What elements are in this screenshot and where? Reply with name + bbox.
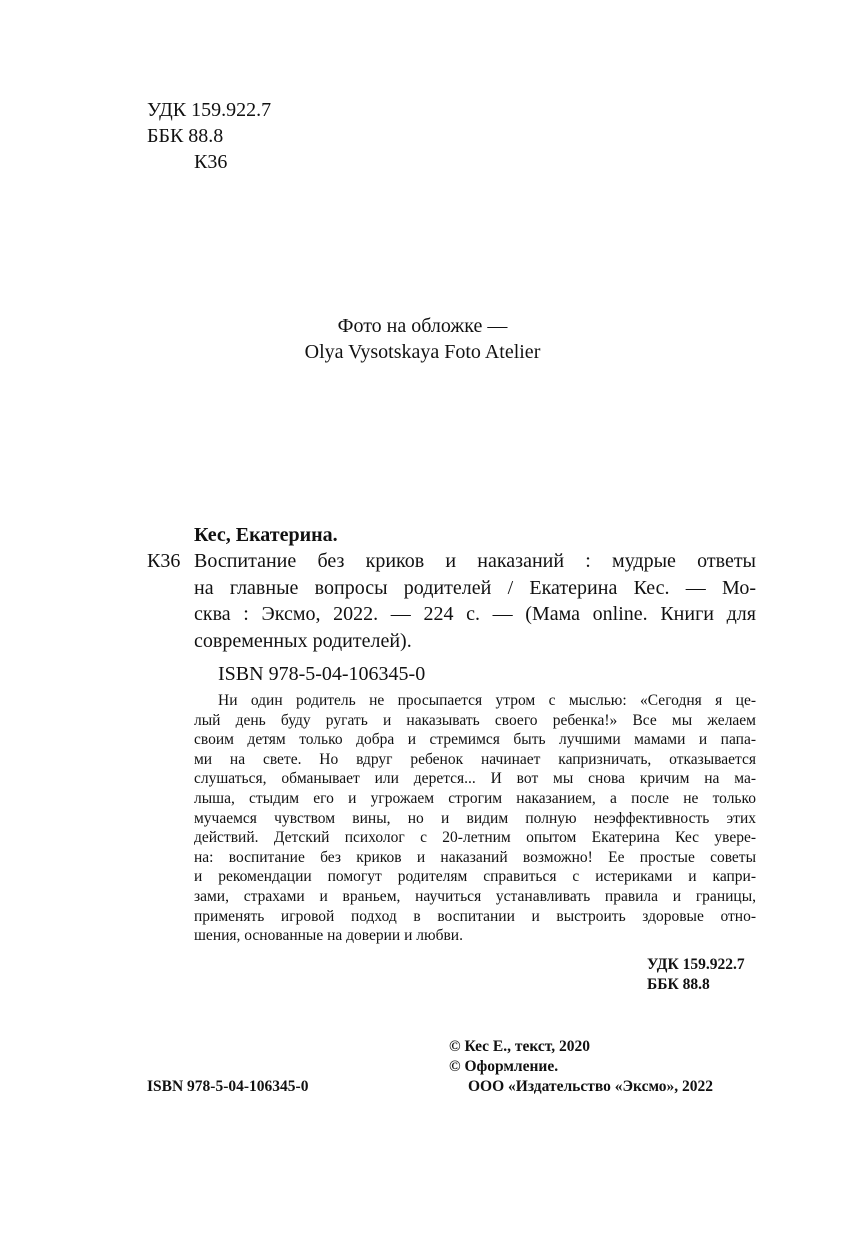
annotation-udk: УДК 159.922.7 xyxy=(647,956,745,973)
record-isbn: ISBN 978-5-04-106345-0 xyxy=(218,663,426,685)
bibliographic-description xyxy=(194,548,756,654)
annotation-line: и рекомендации помогут родителям справиться с истериками и капри- xyxy=(194,868,756,886)
annotation-line: слушаться, обманывает или дерется... И вот мы снова кричим на ма- xyxy=(194,770,756,788)
bib-line: Воспитание без криков и наказаний : мудрые ответы xyxy=(194,550,756,572)
bib-line: на главные вопросы родителей / Екатерина Кес. — Мо- xyxy=(194,576,756,599)
annotation-line: лый день буду ругать и наказывать своего ребенка!» Все мы желаем xyxy=(194,711,756,729)
cover-credit-name: Olya Vysotskaya Foto Atelier xyxy=(304,341,541,363)
bib-line: современных родителей). xyxy=(194,629,412,652)
annotation-line: действий. Детский психолог с 20-летним опытом Екатерина Кес увере- xyxy=(194,829,756,847)
annotation-line: ми на свете. Но вдруг ребенок начинает капризничать, отказывается xyxy=(194,750,756,768)
annotation-line: шения, основанные на доверии и любви. xyxy=(194,927,463,945)
annotation-line: лыша, стыдим его и угрожаем строгим наказанием, а после не только xyxy=(194,789,756,807)
annotation-line: Ни один родитель не просыпается утром с мыслью: «Сегодня я це- xyxy=(218,692,756,709)
annotation-line: применять игровой подход в воспитании и выстроить здоровые отно- xyxy=(194,907,756,925)
record-author-sign: К36 xyxy=(147,550,181,572)
bib-line: сква : Эксмо, 2022. — 224 с. — (Мама online. Книги для xyxy=(194,603,756,625)
annotation-line: своим детям только добра и стремимся быть лучшими мамами и папа- xyxy=(194,731,756,749)
annotation-bbk: ББК 88.8 xyxy=(647,976,710,993)
footer-isbn: ISBN 978-5-04-106345-0 xyxy=(147,1078,309,1095)
annotation-line: мучаемся чувством вины, но и видим полную неэффективность этих xyxy=(194,809,756,827)
author-sign: К36 xyxy=(194,151,228,173)
annotation-line: зами, страхами и враньем, научиться устанавливать правила и границы, xyxy=(194,887,756,905)
annotation-line: на: воспитание без криков и наказаний возможно! Ее простые советы xyxy=(194,848,756,866)
record-author: Кес, Екатерина. xyxy=(194,524,338,546)
copyright-text: © Кес Е., текст, 2020 xyxy=(449,1038,591,1055)
bbk-code: ББК 88.8 xyxy=(147,125,224,147)
copyright-design: © Оформление. xyxy=(449,1058,559,1075)
annotation xyxy=(194,691,756,946)
copyright-publisher: ООО «Издательство «Эксмо», 2022 xyxy=(468,1078,714,1095)
udk-code: УДК 159.922.7 xyxy=(147,99,272,121)
cover-credit-label: Фото на обложке — xyxy=(337,315,508,337)
